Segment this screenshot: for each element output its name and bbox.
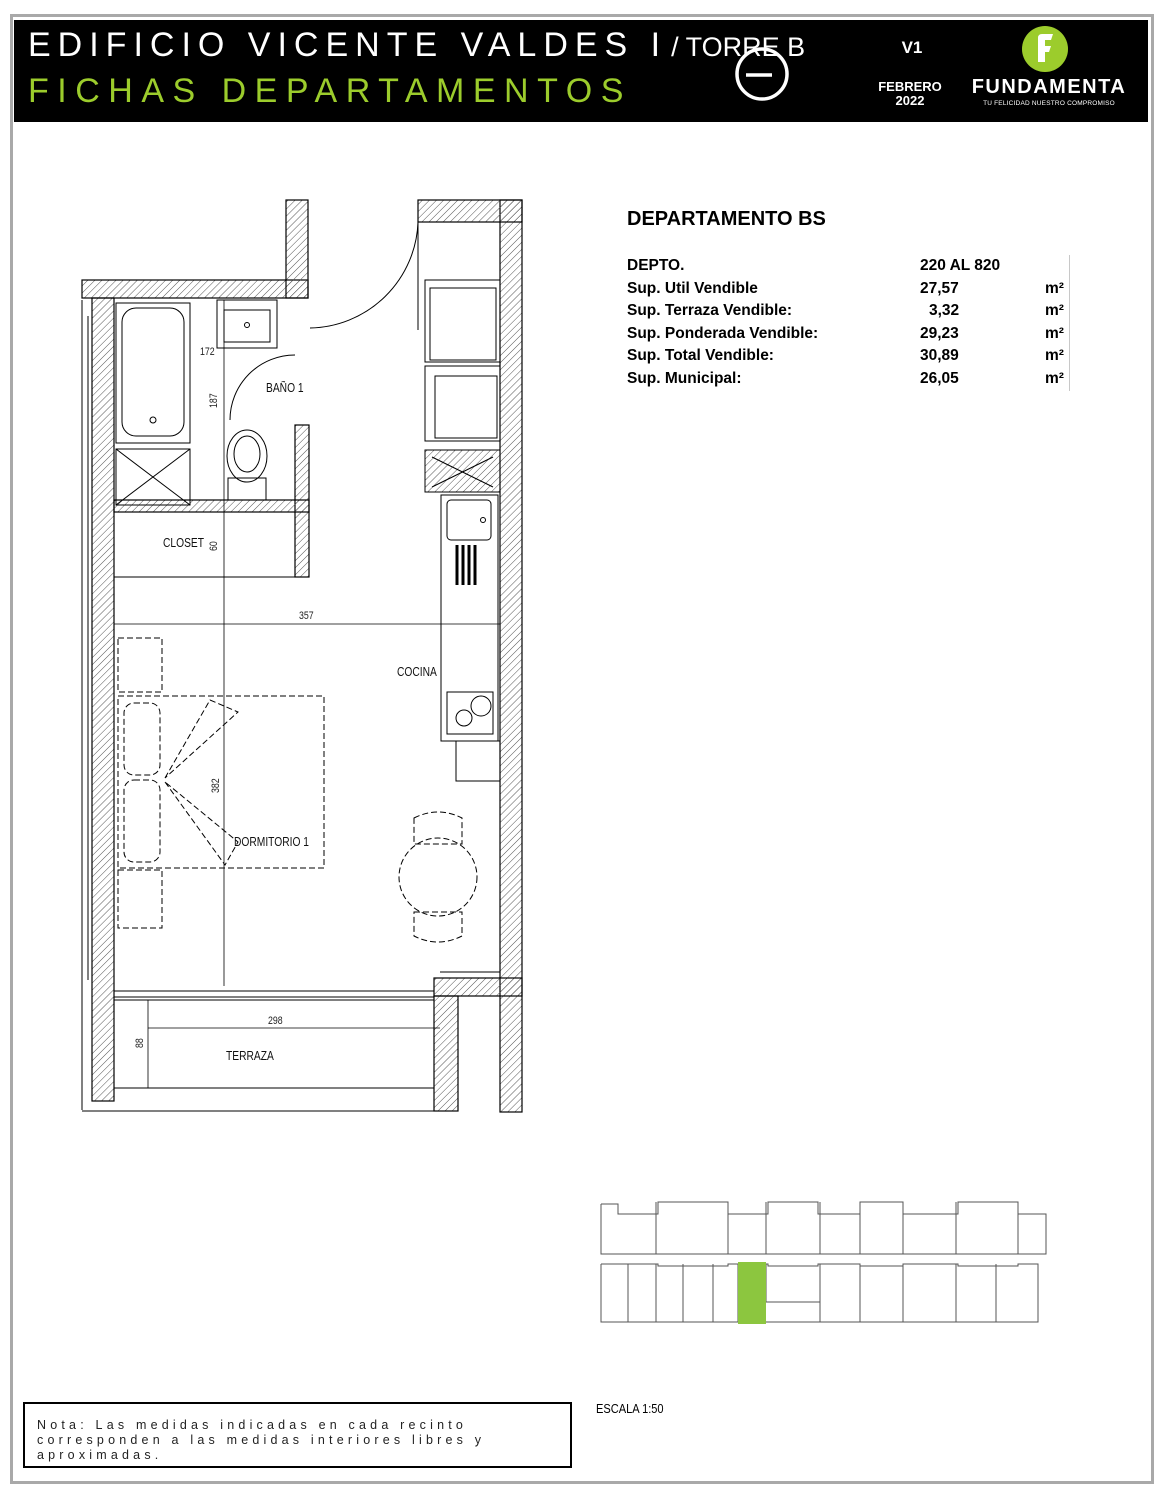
room-label-terraza: TERRAZA <box>226 1049 274 1063</box>
walls <box>82 200 522 1112</box>
dim-room-width: 357 <box>299 610 314 622</box>
document-subtitle: FICHAS DEPARTAMENTOS <box>28 72 632 110</box>
building-title: EDIFICIO VICENTE VALDES I / TORRE B <box>28 26 806 64</box>
scale-label: ESCALA 1:50 <box>596 1401 664 1416</box>
spec-row <box>627 280 1072 303</box>
spec-value: 220 AL 820 <box>920 257 1001 274</box>
room-label-dormitorio: DORMITORIO 1 <box>234 835 309 849</box>
dining-table <box>399 812 477 942</box>
room-label-closet: CLOSET <box>163 536 205 550</box>
room-label-bano: BAÑO 1 <box>266 381 304 395</box>
version-label: V1 <box>901 38 923 57</box>
highlighted-unit <box>738 1262 766 1324</box>
note-text: Nota: Las medidas indicadas en cada recinto corresponden a las medidas interiores libres y aproximadas. <box>37 1418 486 1462</box>
spec-label: Sup. Total Vendible: <box>627 347 774 364</box>
dim-bano-width: 172 <box>200 346 215 358</box>
spec-row <box>627 370 1072 393</box>
brand-name: FUNDAMENTA <box>971 76 1127 98</box>
spec-value: 30,89 <box>920 347 959 364</box>
brand-tagline: TU FELICIDAD NUESTRO COMPROMISO <box>983 100 1115 107</box>
closet <box>114 512 295 577</box>
dim-terraza-width: 298 <box>268 1015 283 1027</box>
bathroom-fixtures <box>116 300 295 505</box>
dim-terraza-depth: 88 <box>134 1038 146 1048</box>
spec-row <box>627 257 1072 280</box>
spec-label: Sup. Util Vendible <box>627 279 758 297</box>
dim-bano-depth: 187 <box>208 393 220 408</box>
spec-label: Sup. Municipal: <box>627 369 742 387</box>
spec-unit: m² <box>1045 279 1064 297</box>
neighbor-walls <box>82 300 88 1110</box>
date-label: FEBRERO 2022 <box>878 79 942 108</box>
spec-value: 3,32 <box>929 302 960 319</box>
room-label-cocina: COCINA <box>397 665 437 679</box>
spec-row <box>627 325 1072 348</box>
spec-table <box>627 257 1072 392</box>
spec-label: Sup. Terraza Vendible: <box>627 302 793 319</box>
spec-divider <box>1069 255 1070 391</box>
spec-value: 27,57 <box>920 279 959 297</box>
spec-label: Sup. Ponderada Vendible: <box>627 324 819 342</box>
spec-row <box>627 302 1072 325</box>
spec-value: 26,05 <box>920 369 959 387</box>
spec-unit: m² <box>1045 302 1064 319</box>
dim-room-depth: 382 <box>210 778 222 793</box>
spec-row <box>627 347 1072 370</box>
note-box <box>23 1402 572 1468</box>
kitchen-fixtures <box>310 222 500 781</box>
spec-label: DEPTO. <box>627 257 685 274</box>
dim-closet-depth: 60 <box>208 541 220 551</box>
spec-unit: m² <box>1045 324 1064 342</box>
spec-unit: m² <box>1045 347 1064 364</box>
spec-value: 29,23 <box>920 324 959 342</box>
spec-unit: m² <box>1045 369 1064 387</box>
dimension-lines <box>114 300 500 1088</box>
floor-key-map <box>598 1196 1050 1326</box>
department-title: DEPARTAMENTO BS <box>627 208 826 230</box>
